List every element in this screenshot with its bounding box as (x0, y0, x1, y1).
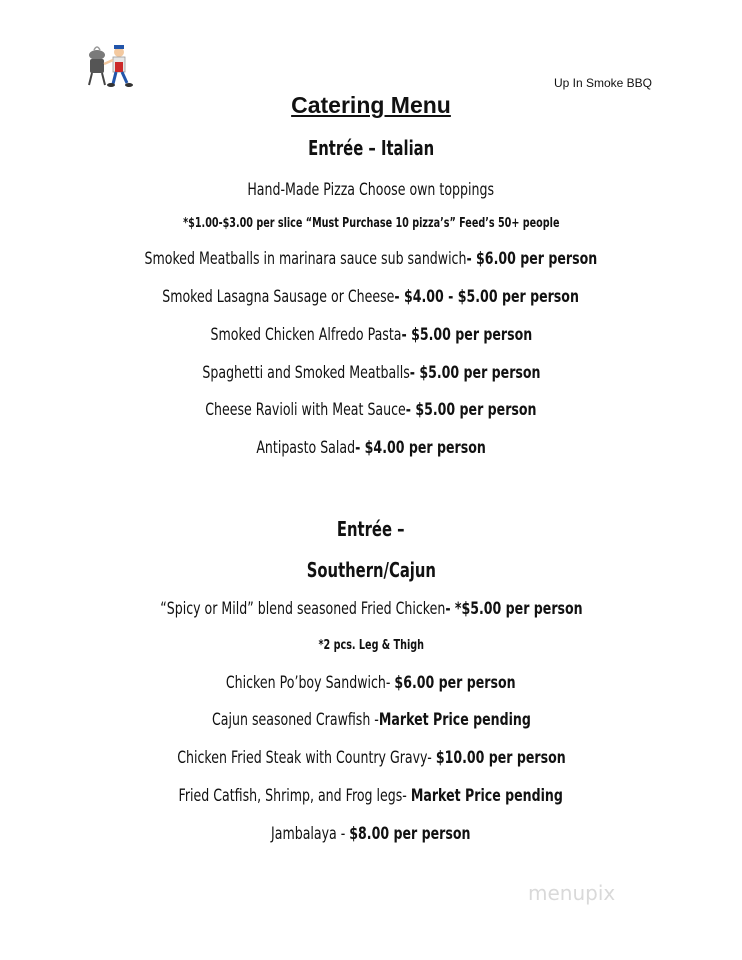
bbq-grill-chef-icon (84, 42, 136, 90)
menu-note: *2 pcs. Leg & Thigh (318, 638, 424, 653)
menu-item: Cajun seasoned Crawfish -Market Price pending (211, 710, 531, 730)
menu-note: *$1.00-$3.00 per slice “Must Purchase 10 pizza’s” Feed’s 50+ people (182, 216, 560, 231)
menu-item: Hand-Made Pizza Choose own toppings (247, 180, 495, 200)
menu-item: Antipasto Salad- $4.00 per person (256, 438, 486, 458)
menu-item: Smoked Meatballs in marinara sauce sub sandwich- $6.00 per person (144, 249, 598, 269)
watermark-text: menupix (528, 881, 616, 905)
section-heading-southern-line2: Southern/Cajun (306, 558, 436, 582)
section-heading-southern-line1: Entrée – (337, 517, 405, 541)
menu-item: Cheese Ravioli with Meat Sauce- $5.00 per person (205, 400, 537, 420)
section-heading-italian: Entrée – Italian (307, 136, 435, 160)
watermark (526, 878, 636, 910)
menu-item: “Spicy or Mild” blend seasoned Fried Chicken- *$5.00 per person (159, 599, 583, 619)
menu-item: Smoked Chicken Alfredo Pasta- $5.00 per person (210, 325, 532, 345)
menu-item: Chicken Fried Steak with Country Gravy- $10.00 per person (176, 748, 566, 768)
menu-item: Jambalaya - $8.00 per person (271, 824, 471, 844)
page-title: Catering Menu (291, 92, 451, 118)
menu-item: Fried Catfish, Shrimp, and Frog legs- Market Price pending (178, 786, 564, 806)
menu-item: Smoked Lasagna Sausage or Cheese- $4.00 - $5.00 per person (162, 287, 580, 307)
brand-name: Up In Smoke BBQ (553, 76, 652, 90)
menu-item: Chicken Po’boy Sandwich- $6.00 per person (226, 673, 516, 693)
menu-item: Spaghetti and Smoked Meatballs- $5.00 per person (201, 363, 541, 383)
